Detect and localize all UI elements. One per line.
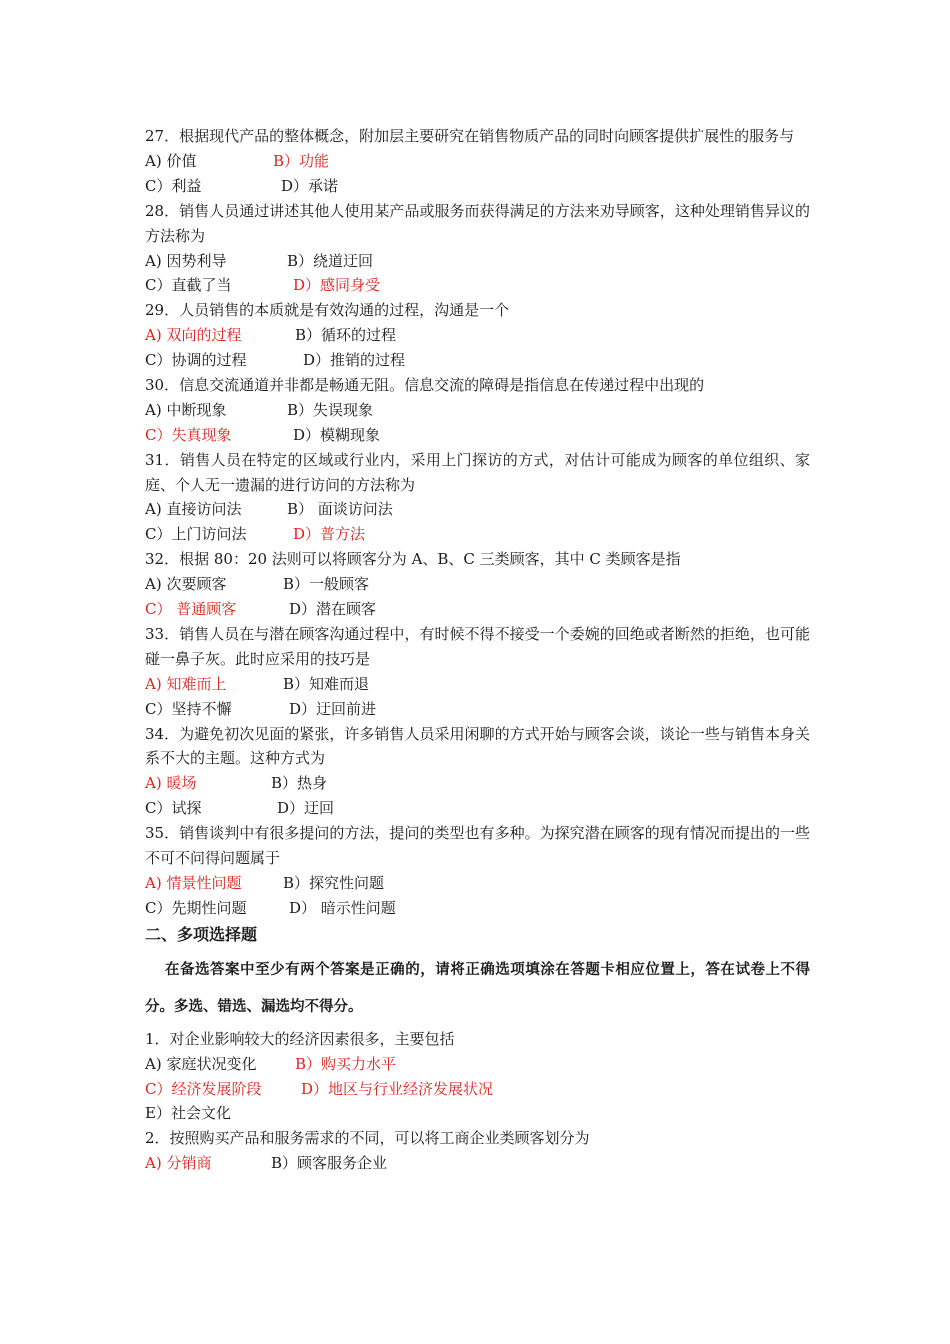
option-row [145,398,810,423]
option-row [145,1101,810,1126]
option-row [145,249,810,274]
option-b: B）一般顾客 [283,575,370,594]
option-row [145,497,810,522]
option-row [145,174,810,199]
option-b: B）知难而退 [283,674,370,693]
question-stem: 35．销售谈判中有很多提问的方法，提问的类型也有多种。为探究潜在顾客的现有情况而提出的一些不可不问得问题属于 [145,824,810,868]
question-stem: 29．人员销售的本质就是有效沟通的过程，沟通是一个 [145,301,510,320]
option-d: D）迂回 [277,799,335,818]
option-a: A) 价值 [145,151,197,170]
option-row [145,871,810,896]
multi-question-2 [145,1126,810,1176]
question-stem: 30．信息交流通道并非都是畅通无阻。信息交流的障碍是指信息在传递过程中出现的 [145,375,705,394]
question-32 [145,547,810,622]
option-row [145,796,810,821]
option-c-correct: C）经济发展阶段 [145,1079,262,1098]
option-b-correct: B）功能 [273,151,330,170]
question-stem: 31．销售人员在特定的区域或行业内，采用上门探访的方式，对估计可能成为顾客的单位组织、家庭、个人无一遗漏的进行访问的方法称为 [145,450,810,494]
option-row [145,597,810,622]
content-area [145,124,810,1176]
section-heading: 二、多项选择题 [145,924,258,944]
option-b: B）热身 [271,774,328,793]
option-d: D）迂回前进 [289,699,377,718]
option-a: A) 因势利导 [145,251,227,270]
option-d: D） 暗示性问题 [289,898,396,917]
question-34 [145,722,810,822]
option-d: D）推销的过程 [303,351,406,370]
option-d: D）潜在顾客 [289,600,377,619]
option-a-correct: A) 知难而上 [145,674,227,693]
option-d: D）模糊现象 [293,425,381,444]
option-row [145,323,810,348]
option-b: B）绕道迂回 [287,251,374,270]
option-c: C）试探 [145,799,202,818]
option-c: C）先期性问题 [145,898,247,917]
question-27 [145,124,810,199]
option-b-correct: B）购买力水平 [295,1054,397,1073]
option-b: B）顾客服务企业 [271,1154,388,1173]
option-e: E）社会文化 [145,1104,231,1123]
option-c-correct: C）失真现象 [145,425,232,444]
option-a: A) 家庭状况变化 [145,1054,257,1073]
option-c: C）直截了当 [145,276,232,295]
option-row [145,273,810,298]
option-d-correct: D）普方法 [293,525,366,544]
option-a: A) 次要顾客 [145,575,227,594]
option-a-correct: A) 情景性问题 [145,873,242,892]
option-a: A) 直接访问法 [145,500,242,519]
option-row [145,697,810,722]
question-stem: 2．按照购买产品和服务需求的不同，可以将工商企业类顾客划分为 [145,1129,590,1148]
option-row [145,572,810,597]
option-c-correct: C） 普通顾客 [145,600,237,619]
option-row [145,149,810,174]
question-stem: 27．根据现代产品的整体概念，附加层主要研究在销售物质产品的同时向顾客提供扩展性的服务与 [145,127,795,145]
option-c: C）协调的过程 [145,351,247,370]
option-row [145,771,810,796]
option-row [145,348,810,373]
option-row [145,423,810,448]
option-b: B）探究性问题 [283,873,385,892]
option-b: B）循环的过程 [295,326,397,345]
option-row [145,1151,810,1176]
option-a: A) 中断现象 [145,400,227,419]
option-d: D）承诺 [281,176,339,195]
question-stem: 33．销售人员在与潜在顾客沟通过程中，有时候不得不接受一个委婉的回绝或者断然的拒绝，也可能碰一鼻子灰。此时应采用的技巧是 [145,624,810,668]
question-35 [145,821,810,921]
option-row [145,1052,810,1077]
question-31 [145,448,810,548]
question-29 [145,298,810,373]
option-d-correct: D）地区与行业经济发展状况 [301,1079,494,1098]
option-b: B）失误现象 [287,400,374,419]
question-30 [145,373,810,448]
question-28 [145,199,810,299]
option-row [145,1077,810,1102]
option-a-correct: A) 暖场 [145,774,197,793]
option-row [145,896,810,921]
option-a-correct: A) 分销商 [145,1154,212,1173]
question-stem: 1．对企业影响较大的经济因素很多，主要包括 [145,1029,455,1048]
multi-question-1 [145,1027,810,1127]
option-c: C）坚持不懈 [145,699,232,718]
question-stem: 34．为避免初次见面的紧张，许多销售人员采用闲聊的方式开始与顾客会谈，谈论一些与销售本身关系不大的主题。这种方式为 [145,724,810,768]
question-stem: 28．销售人员通过讲述其他人使用某产品或服务而获得满足的方法来劝导顾客，这种处理销售异议的方法称为 [145,201,810,245]
option-row [145,672,810,697]
question-33 [145,622,810,722]
option-b: B） 面谈访问法 [287,500,393,519]
option-c: C）上门访问法 [145,525,247,544]
question-stem: 32．根据 80：20 法则可以将顾客分为 A、B、C 三类顾客，其中 C 类顾客是指 [145,550,681,569]
option-row [145,522,810,547]
option-c: C）利益 [145,176,202,195]
section-instruction: 在备选答案中至少有两个答案是正确的，请将正确选项填涂在答题卡相应位置上，答在试卷上不得分。多选、错选、漏选均不得分。 [145,961,810,1015]
option-a-correct: A) 双向的过程 [145,326,242,345]
option-d-correct: D）感同身受 [293,276,381,295]
